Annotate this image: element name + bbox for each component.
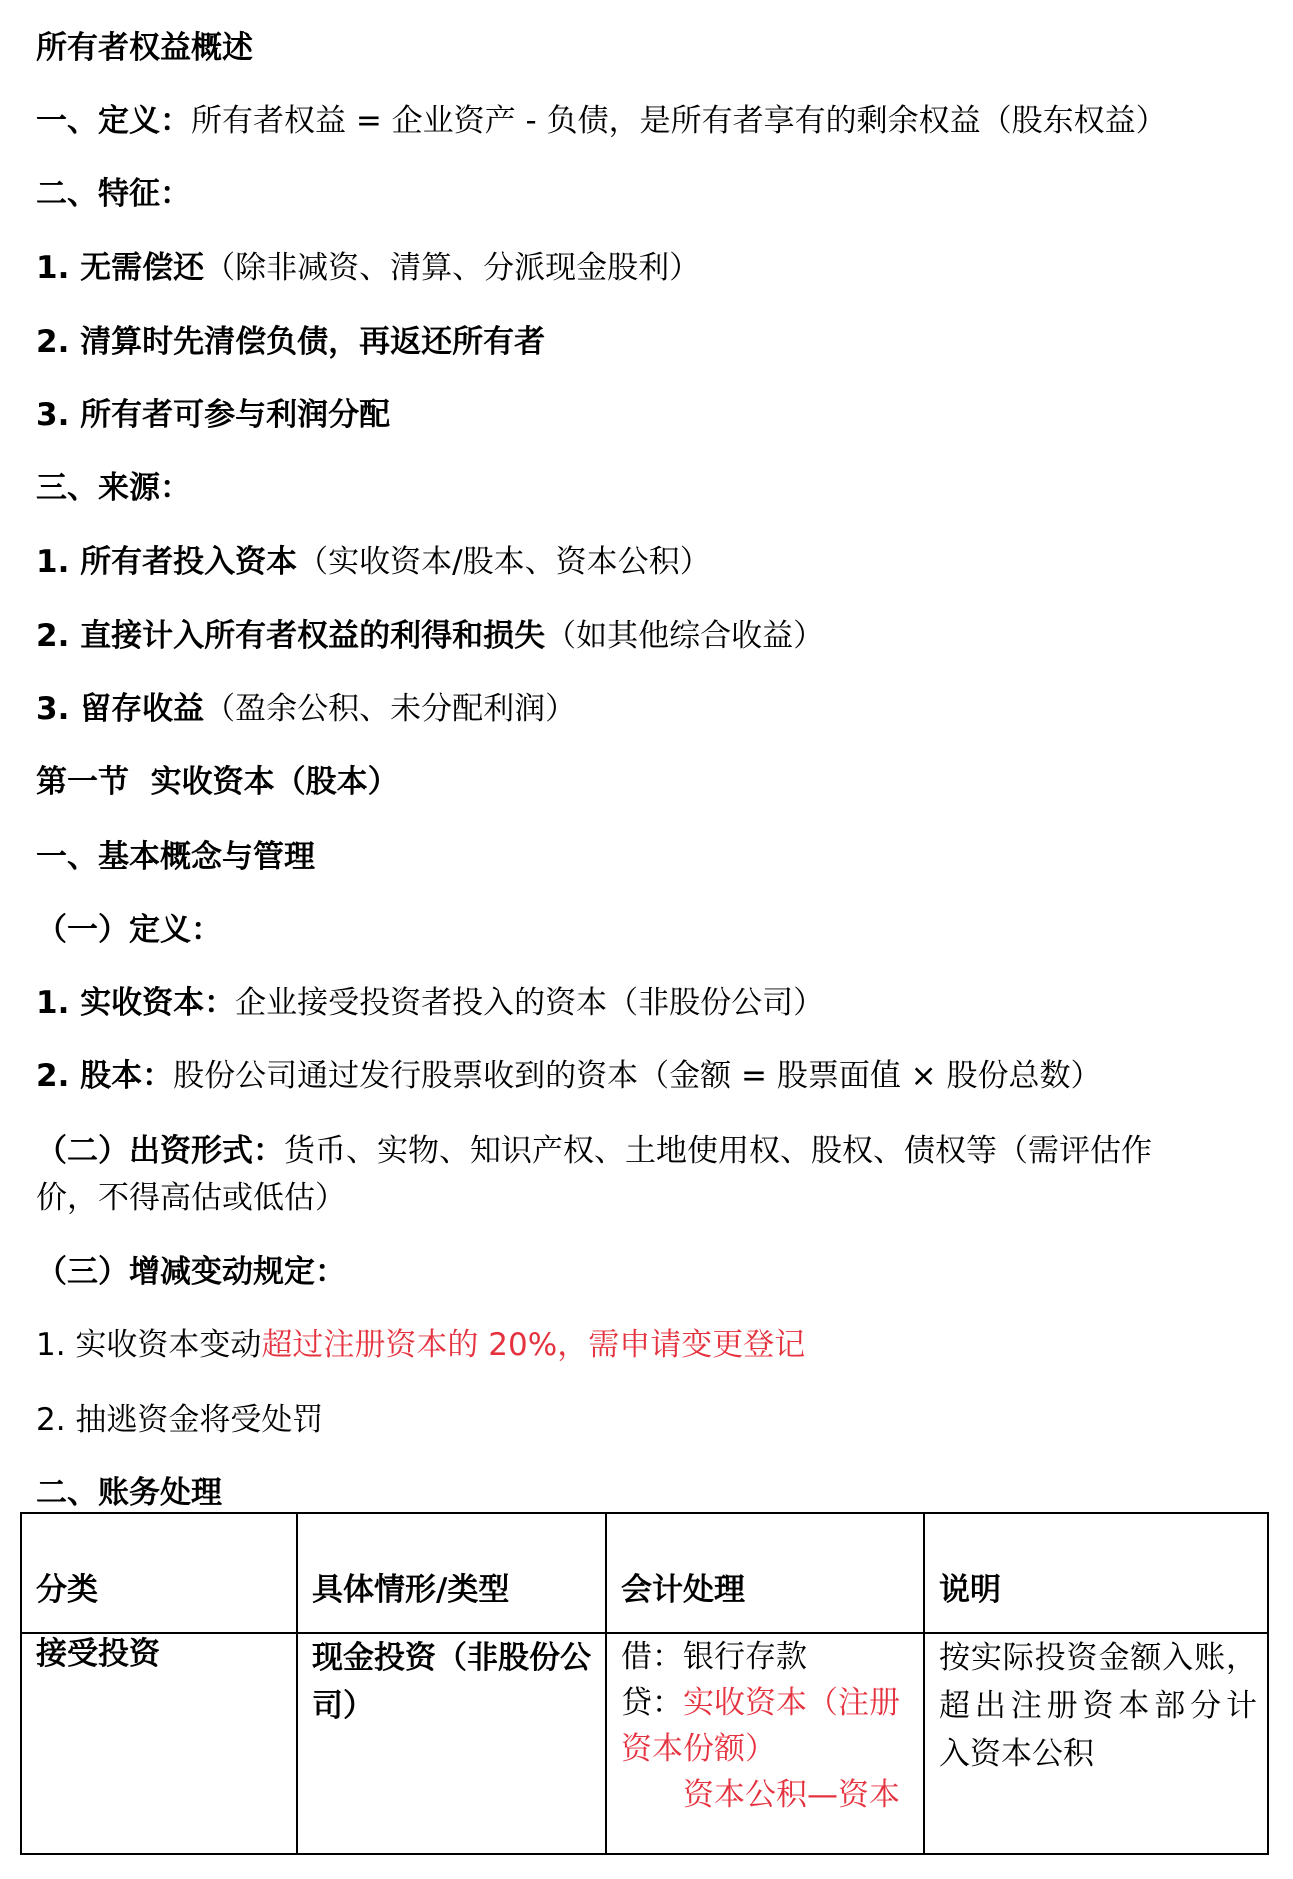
table-header-row [21, 1513, 1268, 1633]
sources-heading: 三、来源： [36, 470, 191, 506]
cell-category: 接受投资 [21, 1633, 297, 1854]
section1-title: 第一节 实收资本（股本） [36, 764, 399, 800]
source-item-1 [36, 542, 711, 582]
contribution-line-1 [36, 1131, 1152, 1171]
entry-credit-2: 资本公积—资本 [683, 1777, 900, 1813]
source-item-lead: 3. 留存收益 [36, 691, 205, 727]
note-line: 按实际投资金额入账， [939, 1640, 1257, 1676]
feature-item-lead: 1. 无需偿还 [36, 250, 205, 286]
source-item-3 [36, 689, 576, 729]
feature-item-1 [36, 248, 700, 288]
note-line: 超出注册资本部分计 [939, 1688, 1257, 1724]
source-item-lead: 2. 直接计入所有者权益的利得和损失 [36, 618, 546, 654]
entry-credit-label: 贷： [621, 1685, 683, 1721]
definition-item-lead: 2. 股本： [36, 1058, 174, 1094]
definition-item-text: 企业接受投资者投入的资本（非股份公司） [235, 985, 825, 1021]
definition-item-lead: 1. 实收资本： [36, 985, 236, 1021]
doc-title: 所有者权益概述 [36, 30, 253, 66]
entry-debit-line: 借：银行存款 [621, 1639, 807, 1675]
header-entry: 会计处理 [606, 1513, 924, 1633]
contribution-text: 货币、实物、知识产权、土地使用权、股权、债权等（需评估作 [284, 1133, 1152, 1169]
header-note: 说明 [924, 1513, 1268, 1633]
table-row [21, 1633, 1268, 1854]
cell-note [924, 1633, 1268, 1854]
changes-item-2: 2. 抽逃资金将受处罚 [36, 1402, 324, 1438]
changes-item-highlight: 超过注册资本的 20%，需申请变更登记 [261, 1327, 806, 1363]
feature-item-3: 3. 所有者可参与利润分配 [36, 397, 391, 433]
changes-heading: （三）增减变动规定： [36, 1254, 346, 1290]
source-item-note: （如其他综合收益） [545, 618, 825, 654]
header-case: 具体情形/类型 [297, 1513, 606, 1633]
cell-entry [606, 1633, 924, 1854]
entry-credit-line-1 [621, 1680, 913, 1726]
contribution-lead: （二）出资形式： [36, 1133, 284, 1169]
header-category: 分类 [21, 1513, 297, 1633]
definition-text: 所有者权益 = 企业资产 - 负债，是所有者享有的剩余权益（股东权益） [191, 103, 1167, 139]
source-item-lead: 1. 所有者投入资本 [36, 544, 298, 580]
entry-credit-1a: 实收资本（注册 [683, 1685, 900, 1721]
definition-item-2 [36, 1056, 1102, 1096]
part1-heading: 一、基本概念与管理 [36, 839, 315, 875]
note-line: 入资本公积 [939, 1736, 1094, 1772]
definition-line [36, 101, 1167, 141]
part2-heading: 二、账务处理 [36, 1475, 222, 1511]
entry-credit-1b: 资本份额） [621, 1731, 776, 1767]
changes-item-1 [36, 1325, 805, 1365]
definition-item-text: 股份公司通过发行股票收到的资本（金额 = 股票面值 × 股份总数） [173, 1058, 1102, 1094]
feature-item-note: （除非减资、清算、分派现金股利） [204, 250, 701, 286]
contribution-line-2: 价，不得高估或低估） [36, 1180, 346, 1216]
source-item-note: （实收资本/股本、资本公积） [297, 544, 711, 580]
definition-label: 一、定义： [36, 103, 191, 139]
features-heading: 二、特征： [36, 176, 191, 212]
source-item-note: （盈余公积、未分配利润） [204, 691, 577, 727]
feature-item-2: 2. 清算时先清偿负债，再返还所有者 [36, 324, 546, 360]
ledger-table [20, 1512, 1269, 1855]
part1-definition-heading: （一）定义： [36, 912, 222, 948]
changes-item-text: 1. 实收资本变动 [36, 1327, 262, 1363]
cell-case: 现金投资（非股份公司） [297, 1633, 606, 1854]
source-item-2 [36, 616, 824, 656]
definition-item-1 [36, 983, 824, 1023]
